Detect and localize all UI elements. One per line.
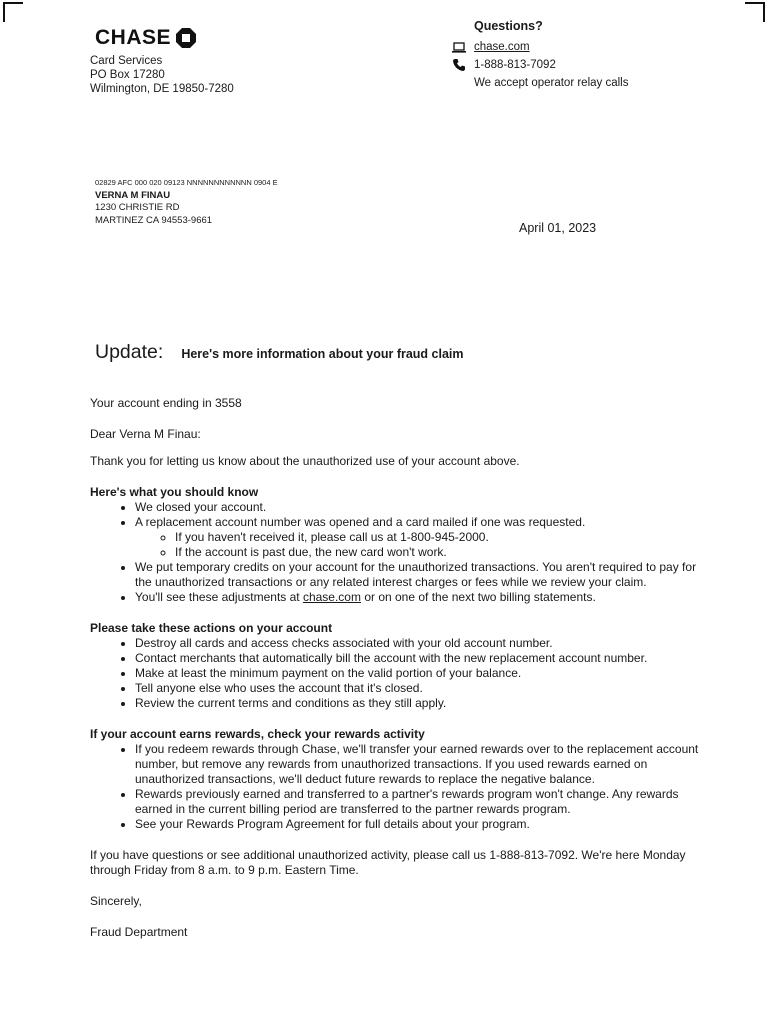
letter-body [90, 396, 700, 940]
phone-row [452, 58, 556, 72]
list-item [135, 590, 700, 605]
what-to-know-list [90, 500, 700, 605]
sub-list [135, 530, 700, 560]
website-link[interactable]: chase.com [474, 41, 530, 53]
list-item: • We closed your account. [135, 500, 700, 515]
sub-list-item: ◦ If you haven't received it, please call us at 1-800-945-2000. [175, 530, 700, 545]
list-item-text: You'll see these adjustments at [135, 590, 303, 604]
signature: Fraud Department [90, 925, 188, 939]
list-item [135, 515, 700, 560]
crop-mark-top-right [745, 2, 765, 22]
mailing-code: 02829 AFC 000 020 09123 NNNNNNNNNNNN 0904 E [95, 178, 278, 187]
list-item: • Tell anyone else who uses the account that it's closed. [135, 681, 700, 696]
phone-number[interactable]: 1-888-813-7092 [474, 59, 556, 71]
list-item: • Rewards previously earned and transferred to a partner's rewards program won't change. Any rewards earned in the current billing period are transferred to the partner rewards program. [135, 787, 700, 817]
recipient-name: VERNA M FINAU [95, 189, 171, 201]
recipient-street: 1230 CHRISTIE RD [95, 202, 180, 213]
update-label: Update: [95, 341, 164, 363]
list-item: • If you redeem rewards through Chase, we'll transfer your earned rewards over to the replacement account number, but remove any rewards from unauthorized transactions. If you used rewards earned on unauthorized transactions, we'll deduct future rewards to replace the negative balance. [135, 742, 700, 787]
update-subtitle: Here's more information about your fraud claim [181, 347, 464, 361]
list-item: • See your Rewards Program Agreement for full details about your program. [135, 817, 700, 832]
section-heading-what-to-know: Here's what you should know [90, 485, 259, 499]
chase-link[interactable]: chase.com [302, 590, 361, 604]
letter-date: April 01, 2023 [519, 221, 597, 235]
sender-line: Wilmington, DE 19850-7280 [90, 83, 234, 95]
list-item: • Review the current terms and conditions as they still apply. [135, 696, 700, 711]
phone-icon [452, 58, 466, 72]
questions-heading: Questions? [474, 19, 543, 33]
section-heading-rewards: If your account earns rewards, check your rewards activity [90, 727, 425, 741]
sender-line: Card Services [90, 55, 163, 67]
actions-list [90, 636, 700, 711]
update-heading [95, 341, 464, 364]
recipient-address [95, 177, 278, 227]
list-item: • Destroy all cards and access checks associated with your old account number. [135, 636, 700, 651]
laptop-icon [452, 42, 466, 53]
sub-list-item: ◦ If the account is past due, the new card won't work. [175, 545, 700, 560]
recipient-city: MARTINEZ CA 94553-9661 [95, 214, 213, 226]
website-row [452, 40, 530, 54]
list-item-text: A replacement account number was opened and a card mailed if one was requested. [135, 515, 586, 529]
crop-mark-top-left [3, 2, 23, 22]
signoff: Sincerely, [90, 894, 142, 908]
account-line: Your account ending in 3558 [90, 396, 242, 410]
chase-octagon-icon [176, 28, 196, 48]
list-item: • Contact merchants that automatically bill the account with the new replacement account number. [135, 651, 700, 666]
intro-paragraph: Thank you for letting us know about the unauthorized use of your account above. [90, 454, 520, 468]
sender-line: PO Box 17280 [90, 69, 165, 81]
closing-paragraph: If you have questions or see additional unauthorized activity, please call us 1-888-813-7092. We're here Monday through Friday from 8 a.m. to 9 p.m. Eastern Time. [90, 848, 686, 877]
logo-wordmark: CHASE [95, 26, 172, 49]
rewards-list [90, 742, 700, 832]
section-heading-actions: Please take these actions on your account [90, 621, 333, 635]
sender-address [90, 54, 234, 96]
list-item-text: or on one of the next two billing statements. [360, 590, 596, 604]
list-item: • We put temporary credits on your account for the unauthorized transactions. You aren't required to pay for the unauthorized transactions or any related interest charges or fees while we review your claim. [135, 560, 700, 590]
relay-note: We accept operator relay calls [474, 77, 629, 89]
greeting: Dear Verna M Finau: [90, 427, 201, 441]
list-item: • Make at least the minimum payment on the valid portion of your balance. [135, 666, 700, 681]
chase-logo [95, 26, 196, 50]
